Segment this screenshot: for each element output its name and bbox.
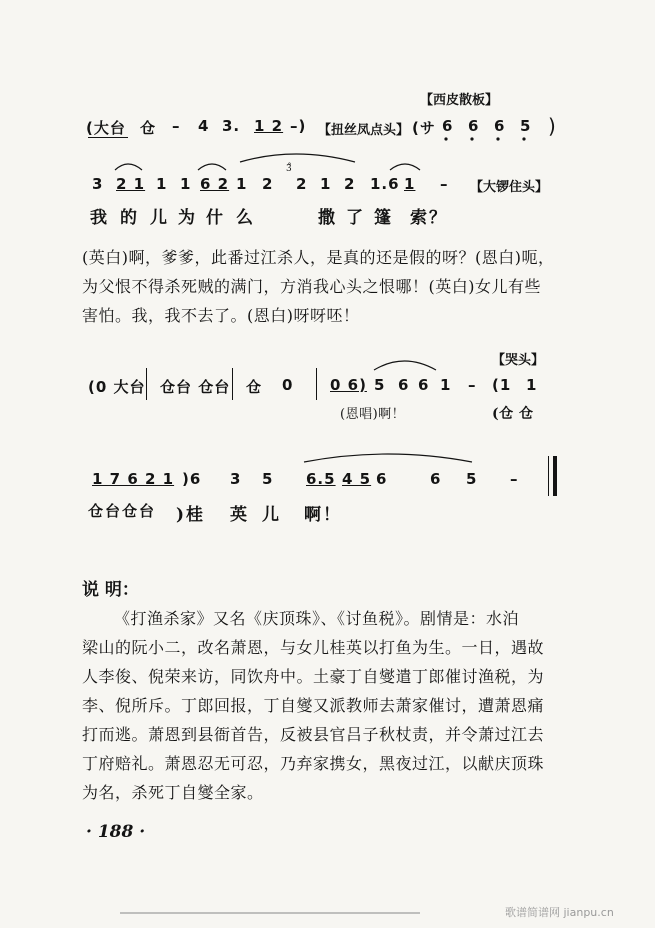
scan-noise [120, 912, 420, 914]
tag-xipi-sanban: 【西皮散板】 [420, 93, 499, 108]
note: 5 [520, 117, 532, 135]
note: 5 [466, 470, 478, 488]
note: – [468, 376, 477, 394]
lyric: 么 [236, 208, 267, 228]
note: (大台 [86, 119, 126, 137]
note: (サ [412, 119, 436, 137]
note: 6 2 [200, 175, 230, 193]
note: 3 [92, 175, 104, 193]
paragraph-line: 人李俊、倪荣来访，同饮舟中。土豪丁自燮遣丁郎催讨渔税，为 [82, 667, 545, 686]
lyric: 了 [346, 208, 377, 228]
lyric: 儿 [150, 208, 181, 228]
dialogue-line: (英白)啊，爹爹，此番过江杀人，是真的还是假的呀？(恩白)呃， [82, 248, 555, 267]
lyric: 啊！ [304, 505, 342, 525]
dialogue-line: 为父恨不得杀死贼的满门，方消我心头之恨哪！(英白)女儿有些 [82, 277, 541, 296]
note: 2 [344, 175, 356, 193]
page-number: · 188 · [86, 822, 146, 842]
note: 1 [526, 376, 538, 394]
slur-marks [110, 148, 450, 178]
note: 0 6) [330, 376, 367, 394]
barline [232, 368, 233, 400]
lyric: 撒 [318, 208, 349, 228]
barline [316, 368, 317, 400]
note: 6.5 [306, 470, 336, 488]
note: 1 [180, 175, 192, 193]
note: 仓 [246, 378, 263, 396]
note: 6 [418, 376, 430, 394]
note: 4 5 [342, 470, 372, 488]
note: 1 [320, 175, 332, 193]
slur-marks [370, 352, 450, 376]
lyric: 的 [120, 208, 151, 228]
slur-marks [300, 446, 480, 468]
note: 1 [156, 175, 168, 193]
paragraph-line: 梁山的阮小二，改名萧恩，与女儿桂英以打鱼为生。一日，遇故 [82, 638, 545, 657]
lyric: 什 [206, 208, 237, 228]
lyric: )桂 [176, 505, 206, 525]
paragraph-line: 《打渔杀家》又名《庆顶珠》、《讨鱼税》。剧情是：水泊 [114, 609, 520, 628]
note: 6 [430, 470, 442, 488]
paragraph-line: 打而逃。萧恩到县衙首告，反被县官吕子秋杖责，并令萧过江去 [82, 725, 545, 744]
lyric: 我 [90, 208, 121, 228]
tag-niusi-fengdiantou: 【扭丝凤点头】 [318, 123, 410, 138]
lyric: 为 [178, 208, 209, 228]
note: 1.6 [370, 175, 400, 193]
lyric: 儿 [262, 505, 293, 525]
lyric: 仓台仓台 [88, 502, 157, 520]
note: 3 [230, 470, 242, 488]
barline [146, 368, 147, 400]
note: 5 [374, 376, 386, 394]
note: 6 [494, 117, 506, 135]
note: 4 [198, 117, 210, 135]
note: 1 2 [254, 117, 284, 135]
note: – [172, 117, 181, 135]
tag-kutou: 【哭头】 [492, 353, 545, 368]
lyric: 英 [230, 505, 261, 525]
note: 3. [222, 117, 241, 135]
dialogue-line: 害怕。我，我不去了。(恩白)呀呀呸！ [82, 306, 360, 325]
note: 2 [262, 175, 274, 193]
note: – [440, 175, 449, 193]
sub-text: (仓 仓 [492, 406, 534, 422]
explanation-body [82, 604, 544, 807]
note: 5 [262, 470, 274, 488]
note: 0 [282, 376, 294, 394]
note: (0 大台 [88, 378, 146, 396]
note: )6 [182, 470, 202, 488]
final-barline-thick [553, 456, 557, 496]
note: ) [548, 114, 557, 138]
final-barline [548, 456, 549, 496]
note: 6 [442, 117, 454, 135]
note: – [510, 470, 519, 488]
note: (1 [492, 376, 512, 394]
sub-text: (恩唱)啊！ [340, 407, 406, 422]
paragraph-line: 李、倪所斥。丁郎回报，丁自燮又派教师去萧家催讨，遭萧恩痛 [82, 696, 545, 715]
underline [88, 137, 128, 138]
note: 仓台 仓台 [160, 378, 231, 396]
tag-daluo-zhutou: 【大锣住头】 [470, 180, 549, 195]
note: 2 1 [116, 175, 146, 193]
dot-marks [440, 136, 530, 144]
paragraph-line: 为名，杀死丁自燮全家。 [82, 783, 264, 802]
paragraph-line: 丁府赔礼。萧恩忍无可忍，乃弃家携女，黑夜过江，以献庆顶珠 [82, 754, 545, 773]
note: 1 [236, 175, 248, 193]
lyric: 索？ [410, 208, 448, 228]
note: 1 7 6 2 1 [92, 470, 175, 488]
note: 6 [398, 376, 410, 394]
note: 1 [440, 376, 452, 394]
note: 6 [468, 117, 480, 135]
lyric: 篷 [374, 208, 405, 228]
watermark: 歌谱简谱网 jianpu.cn [505, 906, 614, 919]
note: 6 [376, 470, 388, 488]
note: –) [290, 117, 307, 135]
note: 2 [296, 175, 308, 193]
note: 1 [404, 175, 416, 193]
grace-note: 3̊ [286, 164, 292, 174]
explanation-heading: 说 明： [82, 580, 139, 600]
note: 仓 [140, 119, 157, 137]
